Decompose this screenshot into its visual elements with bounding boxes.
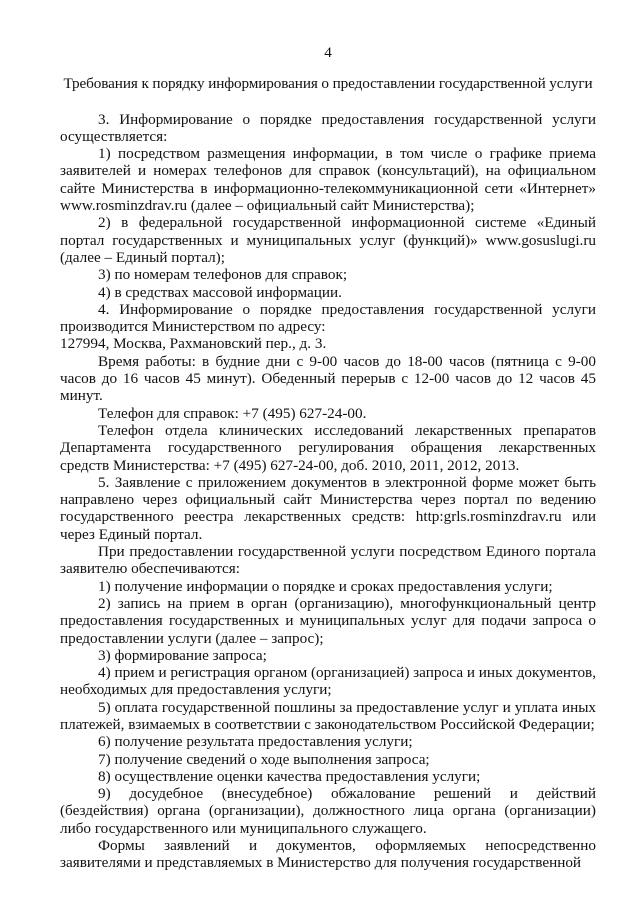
paragraph: 3. Информирование о порядке предоставления государственной услуги осуществляется:: [60, 110, 596, 145]
paragraph: При предоставлении государственной услуги посредством Единого портала заявителю обеспечиваются:: [60, 543, 596, 578]
list-item: 3) формирование запроса;: [98, 646, 267, 664]
paragraph: Телефон для справок: +7 (495) 627-24-00.: [98, 404, 367, 422]
list-item: 8) осуществление оценки качества предоставления услуги;: [98, 767, 481, 785]
list-item: 6) получение результата предоставления услуги;: [98, 733, 413, 751]
body-text: [60, 111, 596, 872]
section-heading: Требования к порядку информирования о предоставлении государственной услуги: [63, 75, 593, 93]
paragraph: 4) в средствах массовой информации.: [98, 283, 342, 301]
paragraph: 3) по номерам телефонов для справок;: [98, 266, 348, 284]
paragraph: Время работы: в будние дни с 9-00 часов до 18-00 часов (пятница с 9-00 часов до 16 часов 45 минут). Обеденный перерыв с 12-00 часов до 12 часов 45 минут.: [60, 352, 596, 405]
list-item: 7) получение сведений о ходе выполнения запроса;: [98, 750, 430, 768]
paragraph: 2) в федеральной государственной информационной системе «Единый портал государственных и муниципальных услуг (функций)» www.gosuslugi.ru (далее – Единый портал);: [60, 214, 596, 266]
paragraph: 5. Заявление с приложением документов в электронной форме может быть направлено через официальный сайт Министерства через портал по ведению государственного реестра лекарственных средств: http:grls.rosminzdrav.ru или через Единый портал.: [60, 473, 596, 543]
address-line: 127994, Москва, Рахмановский пер., д. 3.: [60, 335, 327, 353]
list-item: 4) прием и регистрация органом (организацией) запроса и иных документов, необходимых для предоставления услуги;: [60, 664, 597, 699]
paragraph: Телефон отдела клинических исследований лекарственных препаратов Департамента государственного регулирования обращения лекарственных средств Министерства: +7 (495) 627-24-00, доб. 2010, 2011, 2012, 2013.: [60, 421, 596, 474]
list-item: 9) досудебное (внесудебное) обжалование решений и действий (бездействия) органа (организации), должностного лица органа (организации) либо государственного или муниципального служащего.: [60, 785, 596, 837]
paragraph: Формы заявлений и документов, оформляемых непосредственно заявителями и представляемых в Министерство для получения государственной: [60, 837, 596, 872]
paragraph: 4. Информирование о порядке предоставления государственной услуги производится Министерством по адресу:: [60, 300, 596, 336]
list-item: 5) оплата государственной пошлины за предоставление услуг и уплата иных платежей, взимаемых в соответствии с законодательством Российской Федерации;: [60, 698, 596, 733]
page-number: 4: [324, 44, 332, 61]
list-item: 1) получение информации о порядке и сроках предоставления услуги;: [98, 577, 553, 595]
paragraph: 1) посредством размещения информации, в том числе о графике приема заявителей и номерах телефонов для справок (консультаций), на официальном сайте Министерства в информационно-телекоммуникационной сети «Интернет» www.rosminzdrav.ru (далее – официальный сайт Министерства);: [60, 145, 596, 215]
list-item: 2) запись на прием в орган (организацию), многофункциональный центр предоставления государственных и муниципальных услуг для подачи запроса о предоставлении услуги (далее – запрос);: [60, 594, 596, 647]
